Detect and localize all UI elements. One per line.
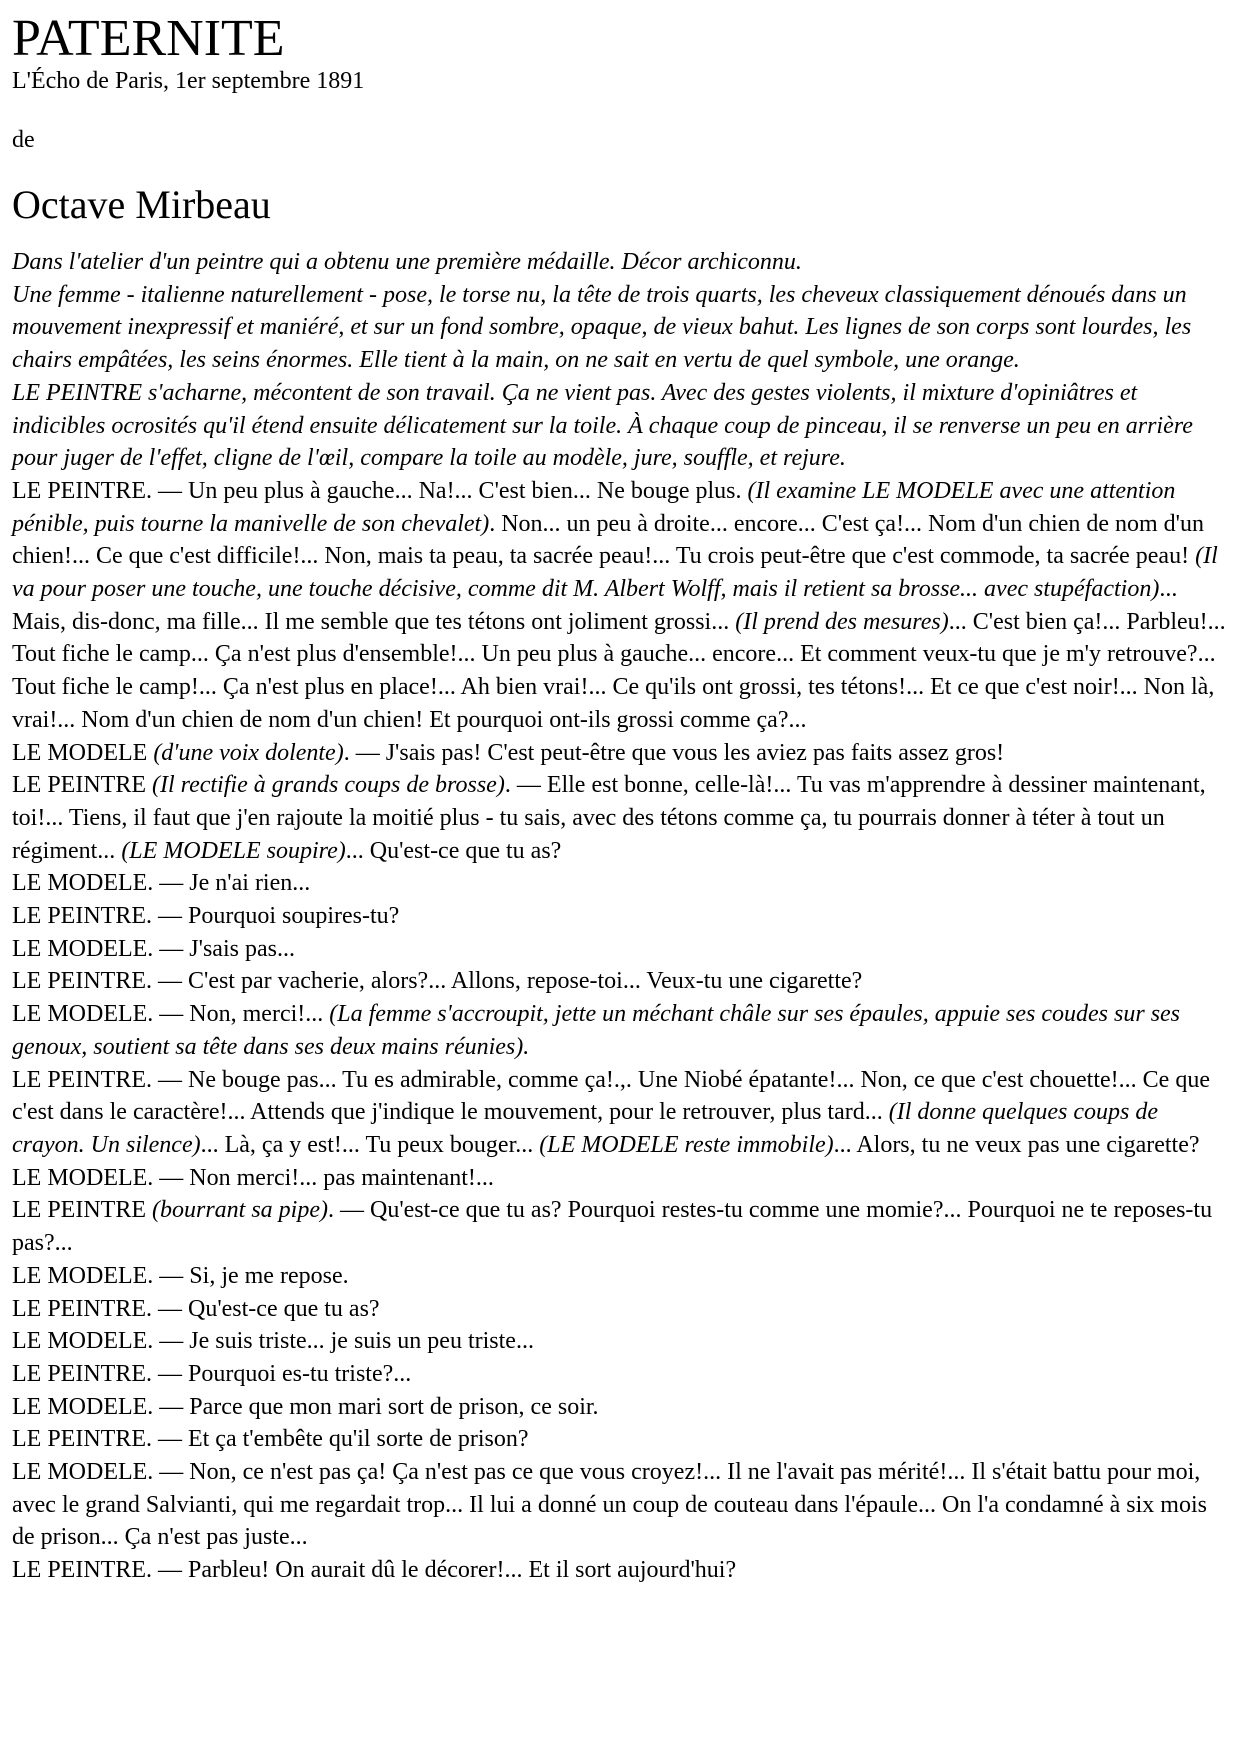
paragraph [12,1423,1228,1456]
stage-direction: Une femme - italienne naturellement - pose, le torse nu, la tête de trois quarts, les cheveux classiquement dénoués dans un mouvement inexpressif et maniéré, et sur un fond sombre, opaque, de vieux bahut. Les lignes de son corps sont lourdes, les chairs empâtées, les seins énormes. Elle tient à la main, on ne sait en vertu de quel symbole, une orange. [12,281,1192,374]
dialogue-text: LE MODELE. — Non merci!... pas maintenant!... [12,1164,494,1191]
paragraph [12,933,1228,966]
dialogue-text: . — J'sais pas! C'est peut-être que vous les aviez pas faits assez gros! [343,739,1005,766]
paragraph [12,475,1228,737]
dialogue-text: LE PEINTRE [12,1197,152,1224]
stage-direction: (Il examine LE MODELE avec une attention pénible, puis tourne la manivelle de son chevalet) [12,477,1176,537]
stage-direction: LE PEINTRE s'acharne, mécontent de son travail. Ça ne vient pas. Avec des gestes violents, il mixture d'opiniâtres et indicibles ocrosités qu'il étend ensuite délicatement sur la toile. À chaque coup de pinceau, il se renverse un peu en arrière pour juger de l'effet, cligne de l'œil, compare la toile au modèle, jure, souffle, et rejure. [12,379,1193,472]
paragraph [12,1194,1228,1259]
stage-direction: (Il va pour poser une touche, une touche décisive, comme dit M. Albert Wolff, mais il retient sa brosse... avec stupéfaction) [12,543,1218,603]
dialogue-text: LE PEINTRE. — Pourquoi soupires-tu? [12,903,400,930]
dialogue-text: ... Mais, dis-donc, ma fille... Il me semble que tes tétons ont joliment grossi... [12,576,1178,635]
dialogue-text: LE MODELE. — Si, je me repose. [12,1262,349,1289]
stage-direction: (Il rectifie à grands coups de brosse) [151,772,505,799]
dialogue-text: ... C'est bien ça!... Parbleu!... Tout fiche le camp... Ça n'est plus d'ensemble!... Un peu plus à gauche... encore... Et comment veux-tu que je m'y retrouve?... Tout fiche le camp!... Ça n'est plus en place!... Ah bien vrai!... Ce qu'ils ont grossi, tes tétons!... Et ce que c'est noir!... Non là, vrai!... Nom d'un chien de nom d'un chien! Et pourquoi ont-ils grossi comme ça?... [12,608,1226,733]
paragraph [12,1358,1228,1391]
dialogue-text: LE MODELE [12,739,154,766]
dialogue-text: . Non... un peu à droite... encore... C'est ça!... Nom d'un chien de nom d'un chien!... Ce que c'est difficile!... Non, mais ta peau, ta sacrée peau!... Tu crois peut-être que c'est commode, ta sacrée peau! [12,510,1204,570]
paragraph [12,900,1228,933]
dialogue-text: LE PEINTRE. — C'est par vacherie, alors?... Allons, repose-toi... Veux-tu une cigarette? [12,968,863,995]
stage-direction: (LE MODELE reste immobile) [539,1131,834,1158]
dialogue-text: . — Elle est bonne, celle-là!... Tu vas m'apprendre à dessiner maintenant, toi!... Tiens, il faut que j'en rajoute la moitié plus - tu sais, avec des tétons comme ça, tu pourrais donner à téter à tout un régiment... [12,772,1206,864]
paragraph [12,737,1228,770]
paragraph [12,1456,1228,1554]
dialogue-text: LE MODELE. — Parce que mon mari sort de prison, ce soir. [12,1393,599,1420]
dialogue-text: LE PEINTRE. — Et ça t'embête qu'il sorte de prison? [12,1426,529,1453]
paragraph [12,867,1228,900]
dialogue-text: LE MODELE. — J'sais pas... [12,935,295,962]
stage-direction: Dans l'atelier d'un peintre qui a obtenu une première médaille. Décor archiconnu. [12,249,802,275]
dialogue-text: LE PEINTRE. — Un peu plus à gauche... Na!... C'est bien... Ne bouge plus. [12,477,748,504]
paragraph [12,246,1228,279]
dialogue-text: . — Qu'est-ce que tu as? Pourquoi restes-tu comme une momie?... Pourquoi ne te reposes-tu pas?... [12,1197,1213,1257]
paragraph [12,1064,1228,1162]
by-label: de [12,127,35,153]
dialogue-text: LE PEINTRE. — Qu'est-ce que tu as? [12,1295,380,1322]
paragraph [12,965,1228,998]
stage-direction: (Il donne quelques coups de crayon. Un silence) [12,1099,1158,1158]
paragraph [12,998,1228,1063]
paragraph [12,1162,1228,1195]
dialogue-text: LE MODELE. — Je n'ai rien... [12,870,311,897]
document-title: PATERNITE [12,10,285,67]
stage-direction: (d'une voix dolente) [153,739,344,766]
paragraph [12,1554,1228,1587]
dialogue-text: LE PEINTRE. — Ne bouge pas... Tu es admirable, comme ça!.,. Une Niobé épatante!... Non, ce que c'est chouette!... Ce que c'est dans le caractère!... Attends que j'indique le mouvement, pour le retrouver, plus tard... [12,1066,1210,1126]
dialogue-text: LE PEINTRE. — Parbleu! On aurait dû le décorer!... Et il sort aujourd'hui? [12,1557,737,1584]
dialogue-text: LE PEINTRE. — Pourquoi es-tu triste?... [12,1360,412,1387]
paragraph [12,1293,1228,1326]
document-body [12,246,1228,1587]
dialogue-text: ... Là, ça y est!... Tu peux bouger... [200,1131,540,1158]
paragraph [12,1391,1228,1424]
publication-source: L'Écho de Paris, 1er septembre 1891 [12,68,365,94]
stage-direction: (Il prend des mesures) [735,608,949,635]
paragraph [12,1325,1228,1358]
paragraph [12,377,1228,475]
stage-direction: (LE MODELE soupire) [121,837,346,864]
paragraph [12,1260,1228,1293]
dialogue-text: LE MODELE. — Je suis triste... je suis un peu triste... [12,1328,534,1355]
dialogue-text: LE PEINTRE [12,772,152,799]
stage-direction: (bourrant sa pipe) [151,1197,328,1224]
dialogue-text: LE MODELE. — Non, merci!... [12,1001,330,1028]
dialogue-text: LE MODELE. — Non, ce n'est pas ça! Ça n'est pas ce que vous croyez!... Il ne l'avait pas mérité!... Il s'était battu pour moi, avec le grand Salvianti, qui me regardait trop... Il lui a donné un coup de couteau dans l'épaule... On l'a condamné à six mois de prison... Ça n'est pas juste... [12,1459,1207,1551]
paragraph [12,769,1228,867]
author-name: Octave Mirbeau [12,182,271,227]
dialogue-text: ... Qu'est-ce que tu as? [345,837,562,864]
dialogue-text: ... Alors, tu ne veux pas une cigarette? [833,1131,1200,1158]
stage-direction: (La femme s'accroupit, jette un méchant châle sur ses épaules, appuie ses coudes sur ses genoux, soutient sa tête dans ses deux mains réunies). [12,1001,1181,1060]
paragraph [12,279,1228,377]
